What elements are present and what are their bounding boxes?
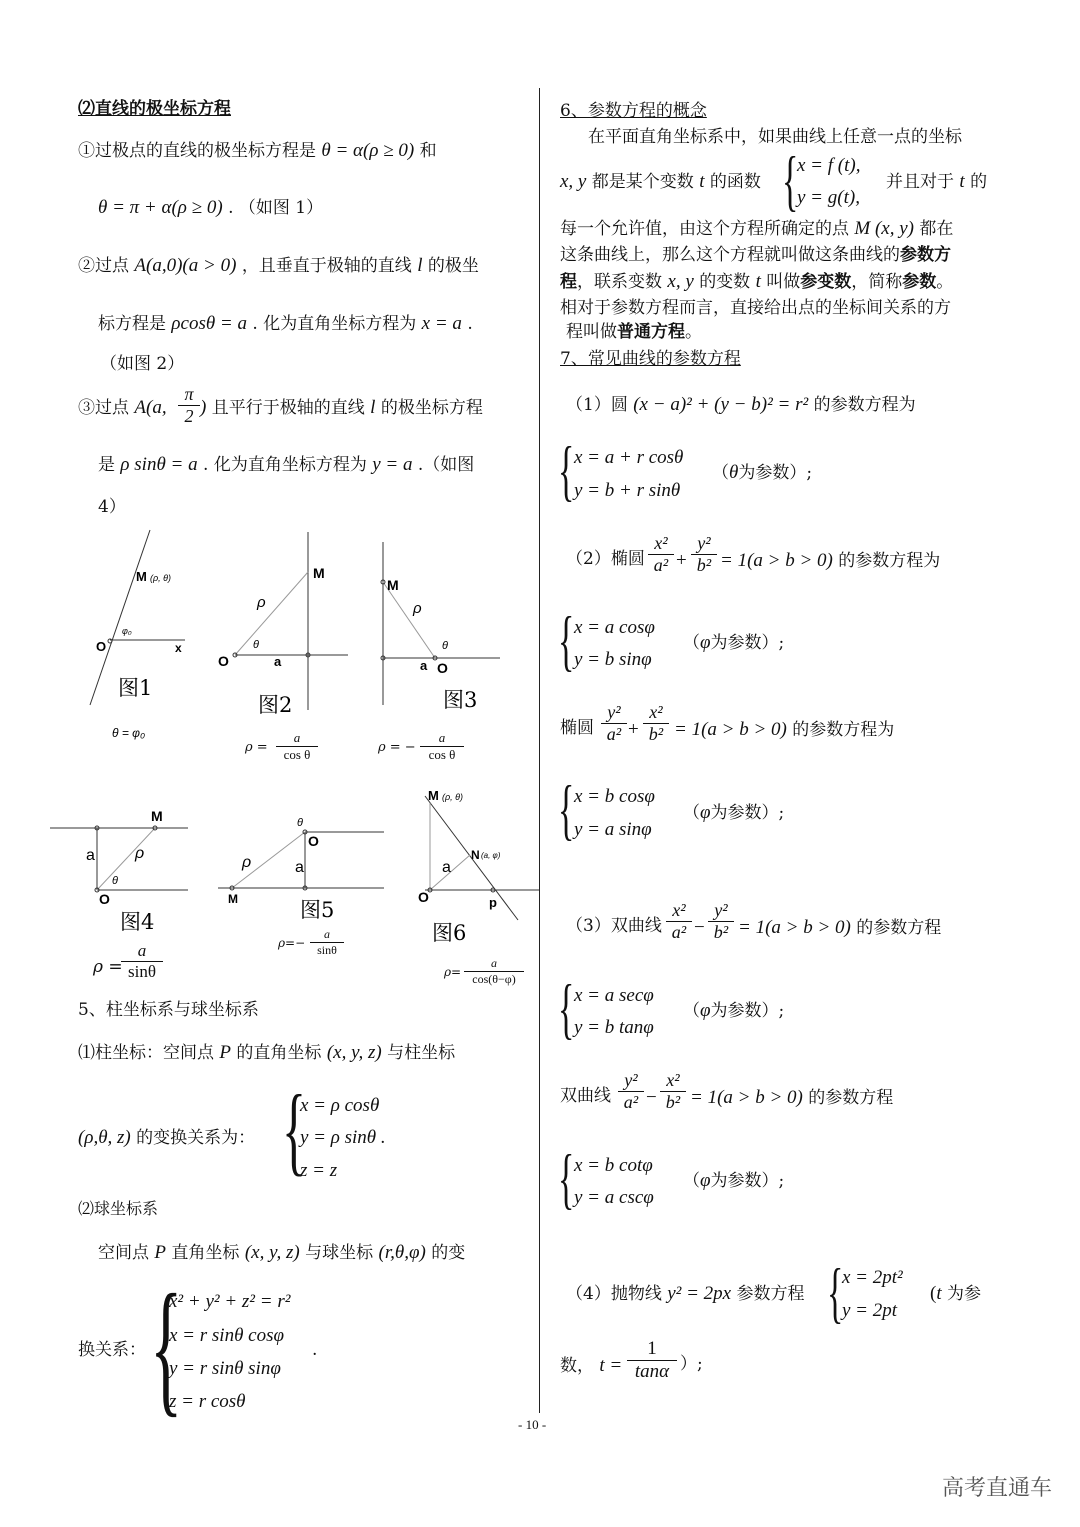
text: 为参数）; xyxy=(738,463,813,483)
math: y² = 2px xyxy=(667,1283,732,1304)
figure-2 xyxy=(218,532,348,717)
line-2 xyxy=(98,196,323,220)
para-line-3 xyxy=(560,217,953,241)
label-M: M xyxy=(228,892,238,906)
math: φ xyxy=(700,1170,711,1191)
spherical-eq-1: x² + y² + z² = r² xyxy=(169,1291,291,1312)
math: l xyxy=(417,255,423,276)
text: 并且对于 xyxy=(886,172,954,192)
hyperbola-2-label: 双曲线 xyxy=(560,1086,611,1106)
ellipse-2-frac-x xyxy=(643,702,669,745)
math: = 1(a > b > 0) xyxy=(690,1087,803,1108)
brace: { xyxy=(558,602,575,678)
hyperbola-1-label: （3）双曲线 xyxy=(566,916,662,936)
circle-eq-1: x = a + r cosθ xyxy=(574,447,684,468)
label-a: a xyxy=(442,859,451,876)
brace: { xyxy=(782,142,799,218)
circle-line xyxy=(566,393,916,417)
para-line-6: 相对于参数方程而言，直接给出点的坐标间关系的方 xyxy=(560,298,951,318)
cylindrical-line-2 xyxy=(78,1126,255,1150)
hyperbola-1-minus: − xyxy=(694,917,705,938)
denominator: b² xyxy=(665,1092,681,1112)
numerator: y² xyxy=(691,533,717,555)
text: 的极坐 xyxy=(427,256,479,276)
math: P xyxy=(154,1242,167,1263)
text: 。 xyxy=(936,272,954,292)
text: 的函数 xyxy=(709,172,761,192)
hyperbola-1-eq-1: x = a secφ xyxy=(574,985,654,1006)
text: 标方程是 xyxy=(98,314,166,334)
text: 这条曲线上，那么这个方程就叫做这条曲线的 xyxy=(560,245,900,265)
text: （ xyxy=(712,463,729,483)
para-line-1: 在平面直角坐标系中，如果曲线上任意一点的坐标 xyxy=(588,127,962,147)
para-line-2b xyxy=(886,170,987,194)
parabola-line-2a xyxy=(560,1354,622,1378)
ellipse-1-rest xyxy=(720,549,940,573)
label-a: a xyxy=(86,847,95,864)
hyperbola-2-rest xyxy=(690,1086,893,1110)
text: 每一个允许值，由这个方程所确定的点 xyxy=(560,219,849,239)
text: ，联系变数 xyxy=(577,272,662,292)
math: = 1(a > b > 0) xyxy=(674,719,787,740)
math: ρcosθ = a xyxy=(171,313,248,334)
math: A(a, xyxy=(134,397,167,418)
equation-fig5-lhs: ρ=− xyxy=(278,936,306,950)
label-O: O xyxy=(218,653,229,669)
label-M-coord: (ρ, θ) xyxy=(150,573,172,583)
text: （1）圆 xyxy=(566,395,628,415)
numerator: a xyxy=(276,730,318,747)
cylindrical-eq-3: z = z xyxy=(300,1160,338,1181)
text: 的变换关系为： xyxy=(136,1128,256,1148)
denominator: cos θ xyxy=(428,747,456,762)
parabola-line-1 xyxy=(566,1282,805,1306)
ellipse-2-frac-y xyxy=(601,702,627,745)
denominator: 2 xyxy=(184,406,194,426)
denominator: cos θ xyxy=(283,747,311,762)
text: . 化为直角坐标方程为 xyxy=(203,455,367,475)
denominator: a² xyxy=(653,555,669,575)
spherical-line-1 xyxy=(98,1241,465,1265)
cylindrical-line-1 xyxy=(78,1041,455,1065)
math: θ = π + α(ρ ≥ 0) xyxy=(98,197,223,218)
text: 叫做 xyxy=(766,272,801,292)
math: (x, y, z) xyxy=(326,1042,382,1063)
hyperbola-1-rest xyxy=(738,916,941,940)
text: ①过极点的直线的极坐标方程是 xyxy=(78,141,316,161)
numerator: π xyxy=(178,384,200,406)
equation-fig2-lhs: ρ = xyxy=(245,740,268,755)
text: 都是某个变数 xyxy=(591,172,694,192)
spherical-eq-3: y = r sinθ sinφ xyxy=(169,1358,281,1379)
text: 的参数方程 xyxy=(808,1088,894,1108)
parabola-eq-1: x = 2pt² xyxy=(842,1267,903,1288)
parabola-eq-2: y = 2pt xyxy=(842,1300,898,1321)
column-divider xyxy=(539,88,540,1413)
text: ，简称 xyxy=(851,272,903,292)
hyperbola-2-note xyxy=(683,1169,784,1193)
numerator: x² xyxy=(643,702,669,724)
label-M: M xyxy=(151,808,163,824)
text: （ xyxy=(683,803,700,823)
label-M: M xyxy=(136,569,147,584)
figure-5 xyxy=(218,817,384,922)
fraction-pi-over-2 xyxy=(178,384,200,427)
para-line-4 xyxy=(560,245,951,266)
denominator: b² xyxy=(713,922,729,942)
denominator: sinθ xyxy=(128,962,156,981)
ellipse-1-note xyxy=(683,631,784,655)
numerator: a xyxy=(121,941,163,962)
text: ( xyxy=(930,1283,937,1304)
label-O: O xyxy=(96,639,107,654)
section-title-common-curves: 7、常见曲线的参数方程 xyxy=(560,349,741,369)
denominator: tanα xyxy=(634,1361,670,1382)
text: 。 xyxy=(685,322,702,342)
text: 的直角坐标 xyxy=(236,1043,322,1063)
brace: { xyxy=(558,970,575,1046)
label-a: a xyxy=(274,654,282,669)
caption-fig2: 图2 xyxy=(258,693,293,717)
bold-term: 参数方 xyxy=(900,245,951,265)
text: 的参数方程为 xyxy=(838,551,941,571)
text: 的极坐标方程 xyxy=(380,398,483,418)
numerator: x² xyxy=(648,533,674,555)
label-M: M xyxy=(313,565,325,581)
bold-term: 程 xyxy=(560,272,577,292)
label-rho: ρ xyxy=(242,854,252,871)
denominator: b² xyxy=(648,724,664,744)
text: 为参 xyxy=(947,1284,982,1304)
equation-fig4-lhs: ρ = xyxy=(93,957,123,977)
math: t xyxy=(755,271,761,292)
label-rho: ρ xyxy=(135,845,145,862)
text: 的参数方程为 xyxy=(813,395,916,415)
figure-3 xyxy=(381,542,500,712)
hyperbola-2-frac-x xyxy=(660,1070,686,1113)
text: 程叫做 xyxy=(566,322,617,342)
math: t xyxy=(959,171,965,192)
hyperbola-2-eq-1: x = b cotφ xyxy=(574,1155,653,1176)
math: P xyxy=(219,1042,232,1063)
math: = 1(a > b > 0) xyxy=(720,550,833,571)
radius xyxy=(97,828,155,890)
spherical-dot: . xyxy=(312,1340,318,1360)
text: 直角坐标 xyxy=(171,1243,240,1263)
text: ③过点 xyxy=(78,398,129,418)
math: x = a xyxy=(421,313,462,334)
text: ②过点 xyxy=(78,256,129,276)
denominator: sinθ xyxy=(317,943,337,957)
line-7 xyxy=(98,453,474,477)
equation-fig5-frac xyxy=(310,927,344,958)
spherical-line-2: 换关系： xyxy=(78,1340,146,1360)
ellipse-2-note xyxy=(683,801,784,825)
label-theta: θ xyxy=(442,640,448,652)
math: x, y xyxy=(560,171,587,192)
label-theta: θ xyxy=(253,639,259,651)
numerator: a xyxy=(420,730,464,747)
para-line-2a xyxy=(560,170,761,194)
ellipse-2-eq-2: y = a sinφ xyxy=(574,819,652,840)
numerator: a xyxy=(464,956,524,972)
text: 的参数方程 xyxy=(856,918,942,938)
label-rho: ρ xyxy=(413,600,422,617)
text: 为参数）; xyxy=(710,1171,785,1191)
label-N-coord: (a, φ) xyxy=(481,851,501,860)
line-6b xyxy=(200,396,483,420)
math: y = a xyxy=(372,454,413,475)
label-O: O xyxy=(437,660,448,676)
spherical-eq-4: z = r cosθ xyxy=(169,1391,246,1412)
brace: { xyxy=(558,432,575,508)
radius xyxy=(383,582,435,658)
math: (x − a)² + (y − b)² = r² xyxy=(633,394,809,415)
circle-note xyxy=(712,461,812,485)
text: 的 xyxy=(970,172,988,192)
math: t = xyxy=(599,1355,623,1376)
label-rho: ρ xyxy=(257,594,266,611)
ellipse-1-frac-x xyxy=(648,533,674,576)
label-a: a xyxy=(420,658,428,673)
text: 的参数方程为 xyxy=(792,720,895,740)
caption-fig5: 图5 xyxy=(300,898,335,922)
line-5: （如图 2） xyxy=(100,354,185,374)
hyperbola-1-frac-x xyxy=(666,900,692,943)
text: 为参数）; xyxy=(710,1001,785,1021)
ellipse-2-eq-1: x = b cosφ xyxy=(574,786,655,807)
section-title-parametric: 6、参数方程的概念 xyxy=(560,101,707,121)
text: 的变 xyxy=(431,1243,466,1263)
ellipse-1-label: （2）椭圆 xyxy=(566,549,645,569)
label-phi0: φ₀ xyxy=(122,626,132,636)
text: （4）抛物线 xyxy=(566,1284,662,1304)
bold-term: 参数 xyxy=(902,272,937,292)
label-O: O xyxy=(308,833,319,849)
text: ⑴柱坐标：空间点 xyxy=(78,1043,214,1063)
math: (x, y, z) xyxy=(244,1242,300,1263)
figure-4 xyxy=(50,808,188,934)
label-M: M xyxy=(387,577,399,593)
text: 都在 xyxy=(919,219,954,239)
text: 且平行于极轴的直线 xyxy=(211,398,365,418)
hyperbola-2-minus: − xyxy=(646,1087,657,1108)
brace: { xyxy=(558,771,575,847)
line-1 xyxy=(78,139,437,163)
caption-fig6: 图6 xyxy=(432,921,467,945)
ellipse-2-plus: + xyxy=(628,719,639,740)
math: t xyxy=(936,1283,942,1304)
spherical-title: ⑵球坐标系 xyxy=(78,1199,159,1218)
ellipse-1-eq-2: y = b sinφ xyxy=(574,649,652,670)
label-a: a xyxy=(295,859,304,876)
label-theta: θ xyxy=(112,875,118,887)
label-O: O xyxy=(99,891,110,907)
ellipse-1-plus: + xyxy=(676,550,687,571)
hyperbola-1-eq-2: y = b tanφ xyxy=(574,1017,654,1038)
equation-fig4-frac xyxy=(121,941,163,982)
label-O: O xyxy=(418,889,429,905)
math: (ρ,θ, z) xyxy=(78,1127,131,1148)
caption-fig1: 图1 xyxy=(118,676,153,700)
text: 是 xyxy=(98,455,115,475)
label-theta: θ xyxy=(297,817,303,829)
equation-fig3-frac xyxy=(420,730,464,763)
text: ，且垂直于极轴的直线 xyxy=(241,256,412,276)
math: l xyxy=(370,397,376,418)
equation-fig1: θ = φ₀ xyxy=(112,726,146,740)
parabola-frac xyxy=(627,1338,677,1383)
math: θ = α(ρ ≥ 0) xyxy=(321,140,415,161)
parabola-note xyxy=(930,1282,981,1306)
line-4 xyxy=(98,312,473,336)
label-N: N xyxy=(471,848,480,862)
caption-fig4: 图4 xyxy=(120,910,155,934)
parabola-line-2b: ）; xyxy=(680,1354,703,1374)
math: (r,θ,φ) xyxy=(378,1242,426,1263)
math: A(a,0)(a > 0) xyxy=(134,255,237,276)
brace: { xyxy=(282,1074,306,1185)
text: .（如图 xyxy=(417,455,475,475)
page-number: - 10 - xyxy=(518,1417,547,1432)
cylindrical-eq-1: x = ρ cosθ xyxy=(300,1095,380,1116)
text: 的变数 xyxy=(699,272,751,292)
numerator: x² xyxy=(660,1070,686,1092)
equation-fig2-frac xyxy=(276,730,318,763)
math: ρ sinθ = a xyxy=(120,454,198,475)
label-M-coord: (ρ, θ) xyxy=(442,792,464,802)
numerator: y² xyxy=(708,900,734,922)
text: 与柱坐标 xyxy=(387,1043,456,1063)
ellipse-2-label: 椭圆 xyxy=(560,718,594,738)
label-M: M xyxy=(428,788,439,803)
para-line-7 xyxy=(566,322,702,343)
text: 为参数）; xyxy=(710,803,785,823)
denominator: a² xyxy=(606,724,622,744)
radius xyxy=(235,572,308,655)
line-3 xyxy=(78,254,479,278)
math: φ xyxy=(700,802,711,823)
label-x: x xyxy=(175,641,182,655)
caption-fig3: 图3 xyxy=(443,688,478,712)
denominator: a² xyxy=(671,922,687,942)
figure-6 xyxy=(418,788,540,945)
section-title-cylindrical-spherical: 5、柱坐标系与球坐标系 xyxy=(78,1000,259,1020)
ellipse-1-eq-1: x = a cosφ xyxy=(574,617,655,638)
label-p: p xyxy=(489,895,497,910)
watermark: 高考直通车 xyxy=(942,1476,1053,1501)
para-line-5 xyxy=(560,270,953,294)
para-eq-2: y = g(t), xyxy=(797,187,860,208)
text: 与球坐标 xyxy=(305,1243,374,1263)
line-8: 4） xyxy=(98,497,126,517)
math: θ xyxy=(729,462,739,483)
text: 空间点 xyxy=(98,1243,149,1263)
text: . （如图 1） xyxy=(228,198,324,218)
math: x, y xyxy=(667,271,694,292)
math: M (x, y) xyxy=(854,218,915,239)
line-6 xyxy=(78,396,167,420)
text: 参数方程 xyxy=(736,1284,805,1304)
text: （ xyxy=(683,1171,700,1191)
text: （ xyxy=(683,633,700,653)
spherical-eq-2: x = r sinθ cosφ xyxy=(169,1325,284,1346)
ellipse-1-frac-y xyxy=(691,533,717,576)
bold-term: 普通方程 xyxy=(617,322,685,342)
polar-line-figures xyxy=(0,520,540,1020)
math: φ xyxy=(700,632,711,653)
numerator: x² xyxy=(666,900,692,922)
numerator: y² xyxy=(618,1070,644,1092)
math: t xyxy=(699,171,705,192)
text: . xyxy=(467,314,473,334)
para-eq-1: x = f (t), xyxy=(797,155,861,176)
numerator: a xyxy=(310,927,344,943)
text: . 化为直角坐标方程为 xyxy=(252,314,417,334)
math: ) xyxy=(200,397,207,418)
circle-eq-2: y = b + r sinθ xyxy=(574,480,681,501)
equation-fig6-lhs: ρ= xyxy=(444,965,462,979)
equation-fig6-frac xyxy=(464,956,524,987)
text: （ xyxy=(683,1001,700,1021)
math: φ xyxy=(700,1000,711,1021)
text: 和 xyxy=(419,141,437,161)
denominator: cos(θ−φ) xyxy=(472,972,516,986)
hyperbola-1-note xyxy=(683,999,784,1023)
numerator: y² xyxy=(601,702,627,724)
equation-fig3-lhs: ρ = − xyxy=(378,740,416,755)
hyperbola-1-frac-y xyxy=(708,900,734,943)
brace: { xyxy=(827,1254,844,1330)
bold-term: 参变数 xyxy=(800,272,852,292)
math: = 1(a > b > 0) xyxy=(738,917,851,938)
text: 为参数）; xyxy=(710,633,785,653)
brace: { xyxy=(150,1264,183,1430)
brace: { xyxy=(558,1140,575,1216)
denominator: b² xyxy=(696,555,712,575)
section-title-line-polar: ⑵直线的极坐标方程 xyxy=(78,99,231,119)
cylindrical-eq-2: y = ρ sinθ . xyxy=(300,1127,386,1148)
text: 数， xyxy=(560,1356,594,1376)
numerator: 1 xyxy=(627,1338,677,1361)
ellipse-2-rest xyxy=(674,718,894,742)
figure-1 xyxy=(90,530,185,740)
denominator: a² xyxy=(623,1092,639,1112)
hyperbola-2-eq-2: y = a cscφ xyxy=(574,1187,654,1208)
hyperbola-2-frac-y xyxy=(618,1070,644,1113)
